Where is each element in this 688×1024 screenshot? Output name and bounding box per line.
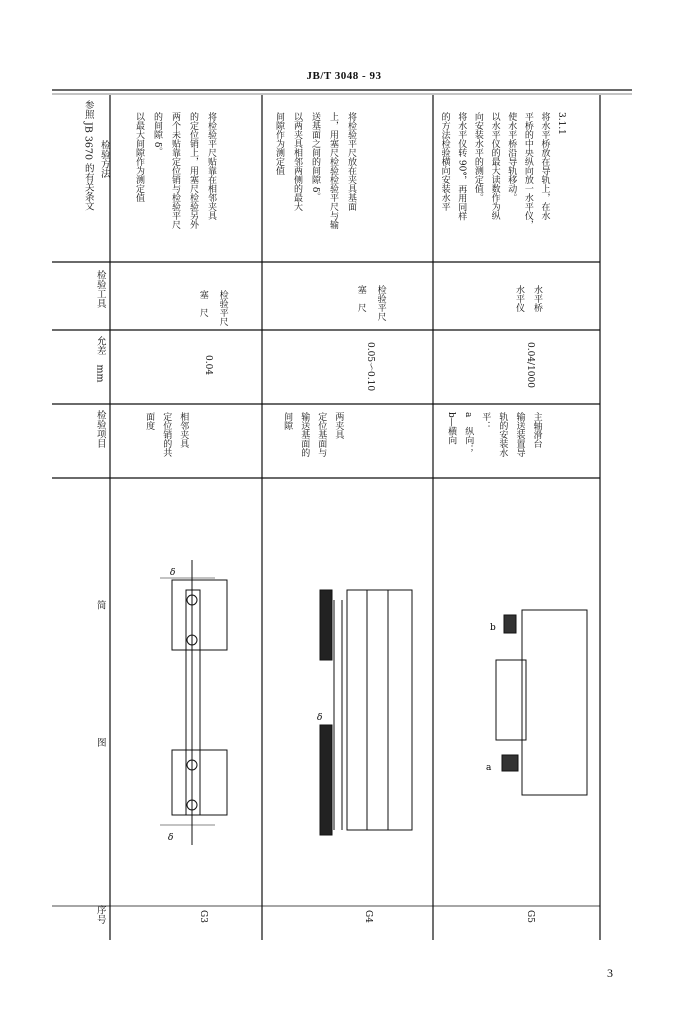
row-g4-item: 两夹具 定位基面与 输送基面的 间隙 [282, 412, 344, 457]
standard-id-header: JB/T 3048 - 93 [306, 70, 382, 82]
label-b: b [490, 623, 496, 633]
page-number: 3 [607, 966, 613, 980]
label-delta: δ [317, 713, 323, 723]
row-g5-item: 主轴滑台 输送装置导 轨的安装水 平： a 纵向； b—横向 [446, 412, 542, 457]
row-g5-no: G5 [524, 910, 535, 923]
header-method-line2: 参照 JB 3670 的有关条文 [82, 100, 94, 211]
row-g3-item: 相邻夹具 定位销的共 面度 [144, 412, 189, 457]
row-g4-method: 将检验平尺放在夹具基面 上，用塞尺检验检验平尺与输 送基面之间的间隙 δ。 以两夹具相邻两侧的最大 间隙作为测定值 [274, 112, 356, 229]
header-method-line1: 检验方法 [98, 140, 110, 178]
row-g3-method: 将检验平尺贴靠在相邻夹具 的定位销上，用塞尺检验另外 两个未贴靠定位销与检验平尺 的间隙 δ。 以最大间隙作为测定值 [134, 112, 216, 229]
header-diagram: 简 图 [94, 600, 106, 765]
header-tolerance: 允差 mm [94, 336, 106, 383]
row-g4-tools: 检验平尺 塞 尺 [355, 285, 386, 321]
diagram-g3 [150, 560, 260, 860]
label-a: a [486, 763, 492, 773]
row-g5-method: 3.1.1 将水平桥放在导轨上，在水 平桥的中央纵向放一水平仪， 使水平桥沿导轨移动。 以水平仪的最大读数作为纵 向安装水平的测定值。 将水平仪转 90°，再用同样 的方法检验横向安装水平 [439, 112, 567, 229]
header-item: 检验项目 [94, 410, 106, 448]
label-delta-bottom: δ [168, 833, 174, 843]
header-no: 序号 [94, 905, 106, 924]
diagram-g5 [482, 600, 597, 800]
row-g5-tolerance: 0.04/1000 [524, 342, 535, 388]
row-g4-tolerance: 0.05～0.10 [364, 342, 375, 392]
label-delta-top: δ [170, 568, 176, 578]
diagram-g4 [312, 580, 427, 840]
row-g5-tools: 水平桥 水平仪 [514, 285, 542, 312]
row-g3-tools: 检验平尺 塞 尺 [197, 290, 228, 326]
row-g3-no: G3 [197, 910, 208, 923]
header-tools: 检验工具 [94, 270, 106, 308]
row-g3-tolerance: 0.04 [202, 355, 213, 376]
row-g4-no: G4 [362, 910, 373, 923]
